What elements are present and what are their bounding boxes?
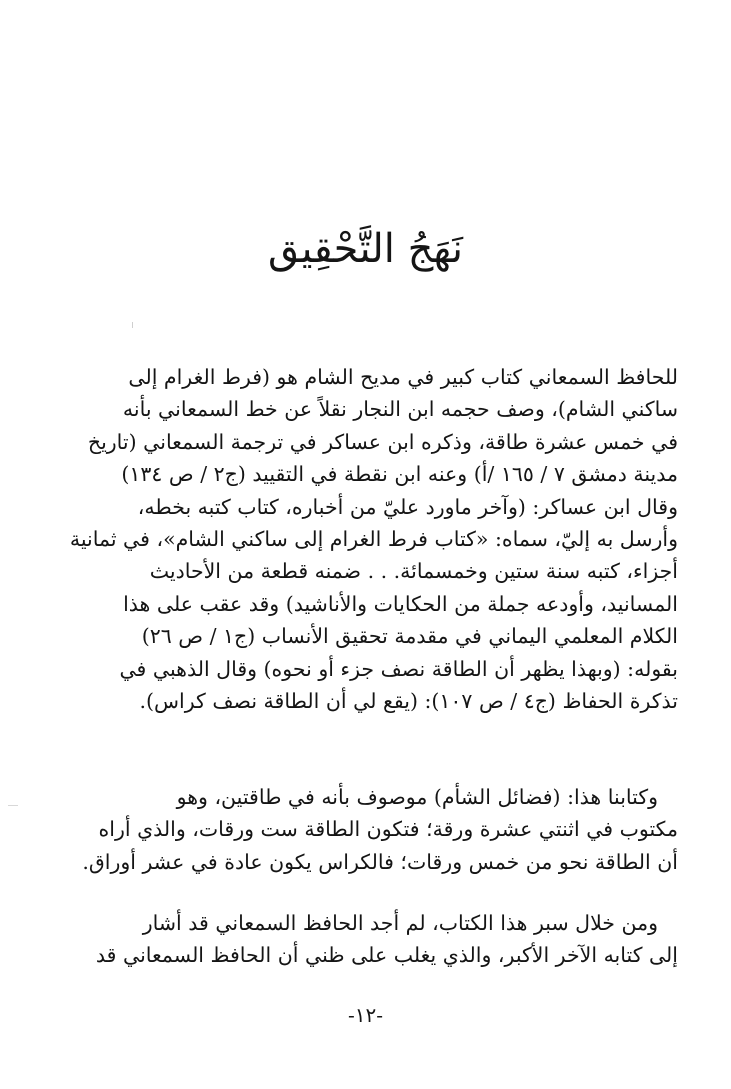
page-number: -١٢- (347, 1003, 383, 1027)
paragraph-3 (58, 907, 678, 972)
text-line: أجزاء، كتبه سنة ستين وخمسمائة. . . ضمنه قطعة من الأحاديث (149, 559, 678, 584)
scan-speck (132, 322, 137, 328)
text-line: في خمس عشرة طاقة، وذكره ابن عساكر في ترجمة السمعاني (تاريخ (87, 429, 678, 454)
margin-mark (8, 805, 18, 806)
text-line: مكتوب في اثنتي عشرة ورقة؛ فتكون الطاقة ست ورقات، والذي أراه (98, 817, 678, 842)
text-line: ومن خلال سبر هذا الكتاب، لم أجد الحافظ السمعاني قد أشار (142, 911, 658, 935)
text-line: إلى كتابه الآخر الأكبر، والذي يغلب على ظني أن الحافظ السمعاني قد (95, 943, 678, 968)
text-line: ساكني الشام)، وصف حجمه ابن النجار نقلاً عن خط السمعاني بأنه (122, 397, 678, 422)
text-line: للحافظ السمعاني كتاب كبير في مديح الشام هو (فرط الغرام إلى (128, 365, 678, 389)
paragraph-2 (58, 781, 678, 878)
text-line: وكتابنا هذا: (فضائل الشأم) موصوف بأنه في طاقتين، وهو (176, 785, 658, 809)
text-line: وأرسل به إليّ، سماه: «كتاب فرط الغرام إلى ساكني الشام»، في ثمانية (69, 527, 678, 552)
text-line: الكلام المعلمي اليماني في مقدمة تحقيق الأنساب (ج١ / ص ٢٦) (141, 624, 678, 649)
text-line: وقال ابن عساكر: (وآخر ماورد عليّ من أخباره، كتاب كتبه بخطه، (137, 494, 678, 519)
text-line: المسانيد، وأودعه جملة من الحكايات والأناشيد) وقد عقب على هذا (123, 591, 678, 616)
text-line: أن الطاقة نحو من خمس ورقات؛ فالكراس يكون عادة في عشر أوراق. (82, 849, 678, 874)
paragraph-1 (58, 361, 678, 717)
text-line: تذكرة الحفاظ (ج٤ / ص ١٠٧): (يقع لي أن الطاقة نصف كراس). (139, 689, 678, 714)
section-heading: نَهَجُ التَّحْقِيق (268, 226, 463, 272)
text-line: مدينة دمشق ٧ / ١٦٥ /أ) وعنه ابن نقطة في التقييد (ج٢ / ص ١٣٤) (121, 462, 678, 487)
text-line: بقوله: (وبهذا يظهر أن الطاقة نصف جزء أو نحوه) وقال الذهبي في (119, 656, 678, 681)
